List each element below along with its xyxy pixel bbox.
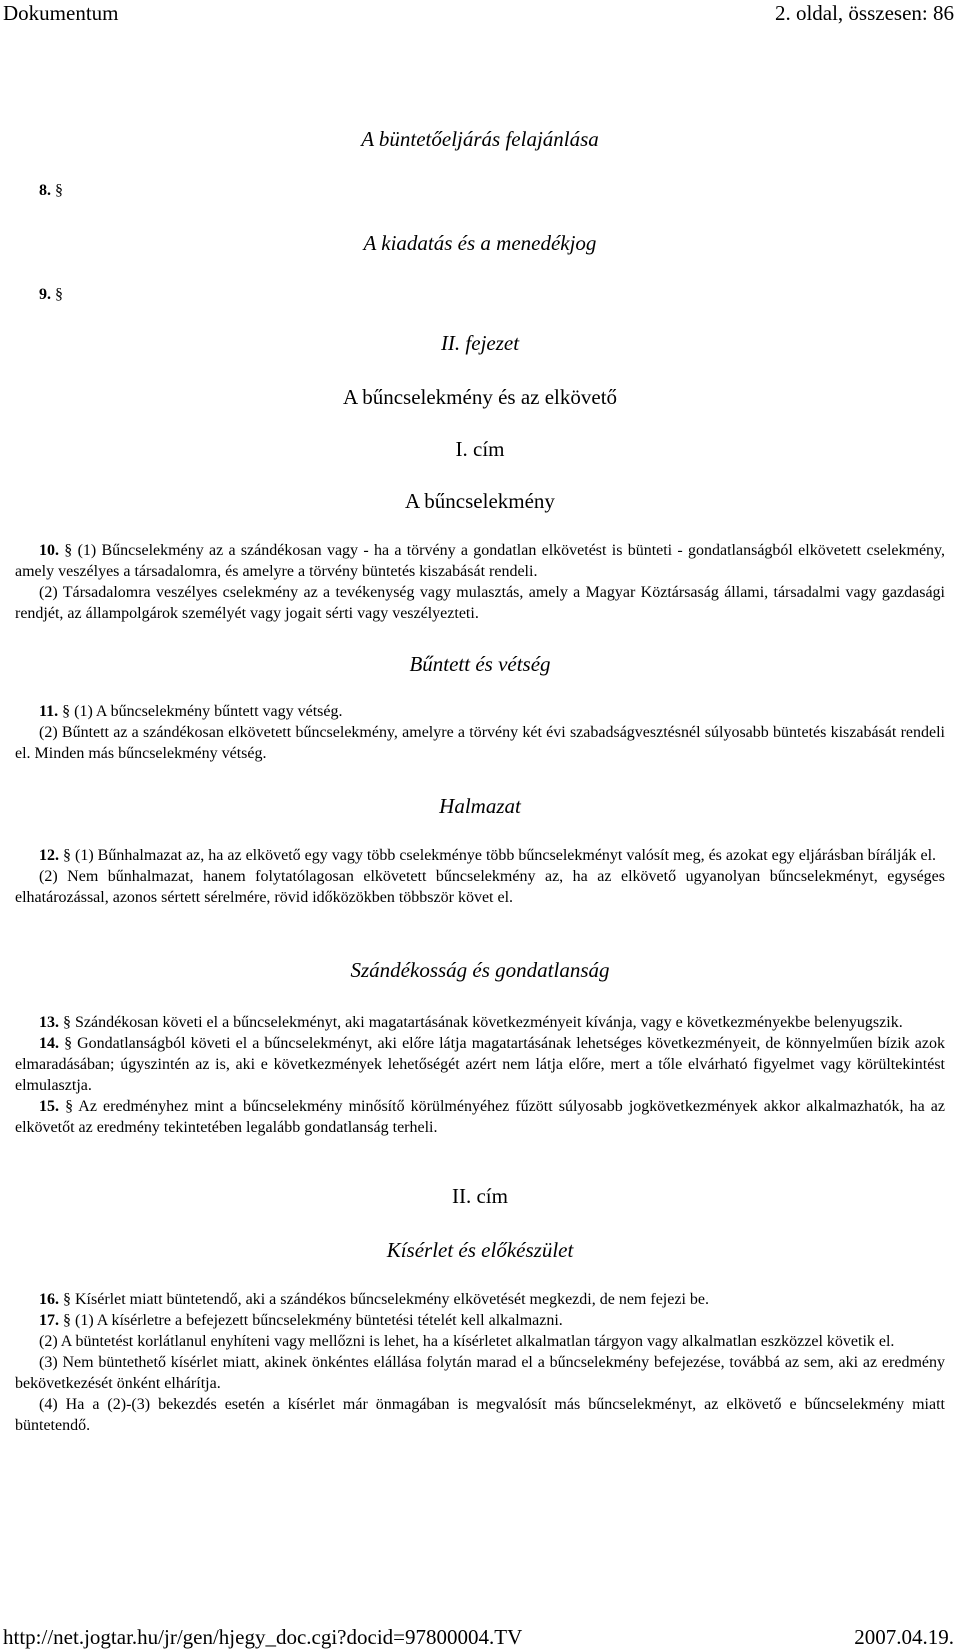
document-url[interactable]: http://net.jogtar.hu/jr/gen/hjegy_doc.cgi?docid=97800004.TV [3,1625,523,1649]
page-counter: 2. oldal, összesen: 86 [774,1,954,25]
section-sign-icon[interactable]: § [63,1291,71,1308]
paragraph-block-10 [15,540,945,624]
paragraph: (3) Nem büntethető kísérlet miatt, akinek önkéntes elállása folytán marad el a bűncselekmény befejezése, továbbá az sem, aki az eredmény bekövetkezését önként elhárítja. [15,1354,945,1392]
section-number: 16. [39,1291,59,1308]
section-number: 9. [39,286,51,303]
section-number: 14. [39,1035,59,1052]
section-ref-9[interactable] [39,284,63,305]
paragraph: (2) A büntetést korlátlanul enyhíteni vagy mellőzni is lehet, ha a kísérletet alkalmatlan tárgyon vagy alkalmatlan eszközzel követik el. [39,1333,895,1350]
section-sign-icon: § [55,286,63,303]
section-sign-icon[interactable]: § [63,1312,71,1329]
title-felony-misdemeanor: Bűntett és vétség [409,652,551,676]
section-sign-icon[interactable]: § [64,1035,73,1052]
paragraph: (4) Ha a (2)-(3) bekezdés esetén a kísérlet már önmagában is megvalósít más bűncselekményt, az elkövető e bűncselekmény miatt büntetendő. [15,1396,945,1434]
title-concurrence: Halmazat [439,794,521,818]
section-number: 8. [39,182,51,199]
section-sign-icon[interactable]: § [65,1098,74,1115]
paragraph-block-16-17 [15,1289,945,1436]
chapter-subtitle: A bűncselekmény és az elkövető [342,385,618,409]
title-extradition: A kiadatás és a menedékjog [363,231,597,255]
section-ref-8[interactable] [39,180,63,201]
title-attempt-preparation: Kísérlet és előkészület [386,1238,574,1262]
paragraph: 13. § Szándékosan követi el a bűncselekményt, aki magatartásának következményeit kívánja, vagy e következményekbe belenyugszik. [39,1014,903,1031]
paragraph: (2) Nem bűnhalmazat, hanem folytatólagosan elkövetett bűncselekmény az, ha az elkövető ugyanolyan bűncselekményt, egységes elhatározással, azonos sértett sérelmére, rövid időközökben többször követ el. [15,868,945,906]
paragraph: 12. § (1) Bűnhalmazat az, ha az elkövető egy vagy több cselekménye több bűncselekményt valósít meg, és azokat egy eljárásban bírálják el. [39,847,937,864]
title-offer-proceedings: A büntetőeljárás felajánlása [361,127,599,151]
title-intent-negligence: Szándékosság és gondatlanság [350,958,610,982]
section-number: 15. [39,1098,59,1115]
section-number: 10. [39,542,59,559]
title-number-2: II. cím [452,1184,508,1208]
paragraph: 14. § Gondatlanságból követi el a bűncselekményt, aki előre látja magatartásának lehetséges következményeit, de könnyelműen bízik azok elmaradásában; úgyszintén az is, aki e következmények lehetőségét azért nem látja előre, mert a tőle elvárható figyelmet vagy körültekintést elmulasztja. [15,1035,945,1094]
paragraph-block-13-15 [15,1012,945,1138]
paragraph: 15. § Az eredményhez mint a bűncselekmény minősítő körülményéhez fűzött súlyosabb jogkövetkezmények akkor alkalmazhatók, ha az elkövetőt az eredmény tekintetében legalább gondatlanság terheli. [15,1098,946,1136]
section-sign-icon: § [55,182,63,199]
page-header [0,0,960,28]
section-number: 17. [39,1312,59,1329]
section-number: 13. [39,1014,59,1031]
paragraph: (2) Társadalomra veszélyes cselekmény az a tevékenység vagy mulasztás, amely a Magyar Köztársaság állami, társadalmi vagy gazdasági rendjét, az állampolgárok személyét vagy jogait sérti vagy veszélyezteti. [15,584,945,622]
paragraph-block-11 [15,701,945,764]
section-number: 12. [39,847,59,864]
print-date: 2007.04.19. [854,1625,954,1649]
paragraph: 16. § Kísérlet miatt büntetendő, aki a szándékos bűncselekmény elkövetését megkezdi, de nem fejezi be. [39,1291,709,1308]
paragraph: 10. § (1) Bűncselekmény az a szándékosan vagy - ha a törvény a gondatlan elkövetést is bünteti - gondatlanságból elkövetett cselekmény, amely veszélyes a társadalomra, és amelyre a törvény büntetés kiszabását rendeli. [15,542,946,580]
section-sign-icon[interactable]: § [62,703,71,720]
paragraph-block-12 [15,845,945,908]
section-number: 11. [39,703,59,720]
section-sign-icon[interactable]: § [63,847,71,864]
page-footer [0,1620,960,1650]
title-number-1: I. cím [455,437,505,461]
chapter-title: II. fejezet [440,331,520,355]
paragraph: 17. § (1) A kísérletre a befejezett bűncselekmény büntetési tételét kell alkalmazni. [39,1312,563,1329]
section-sign-icon[interactable]: § [63,1014,71,1031]
section-sign-icon[interactable]: § [64,542,73,559]
title-crime: A bűncselekmény [405,489,555,513]
document-label: Dokumentum [3,1,119,25]
paragraph: 11. § (1) A bűncselekmény bűntett vagy vétség. [39,703,343,720]
paragraph: (2) Bűntett az a szándékosan elkövetett bűncselekmény, amelyre a törvény két évi szabadságvesztésnél súlyosabb büntetés kiszabását rendeli el. Minden más bűncselekmény vétség. [15,724,945,762]
